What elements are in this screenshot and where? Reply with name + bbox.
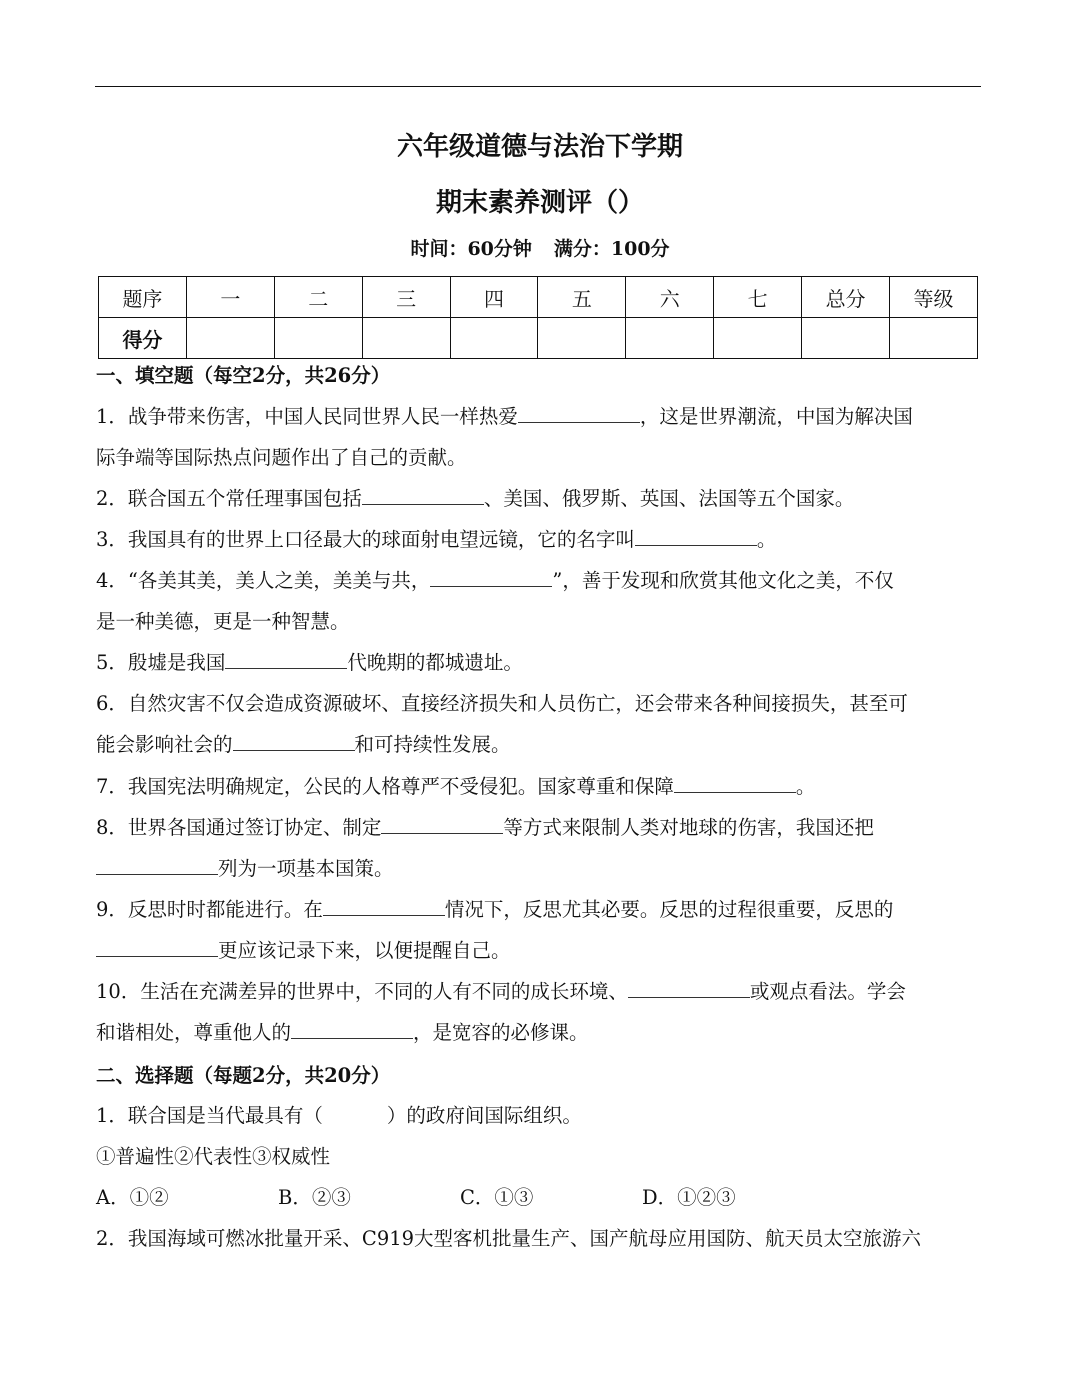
option-a[interactable]: A．①② — [96, 1186, 169, 1209]
question-text: ，这是世界潮流，中国为解决国 — [639, 405, 913, 428]
score-table-cell: 六 — [626, 277, 714, 318]
question-text: ”，善于发现和欣赏其他文化之美，不仅 — [552, 569, 894, 592]
question-line — [96, 1019, 986, 1047]
question-line: 2．我国海域可燃冰批量开采、C919大型客机批量生产、国产航母应用国防、航天员太空旅游六 — [96, 1227, 922, 1250]
score-row-label: 得分 — [99, 318, 187, 359]
question-text: 等方式来限制人类对地球的伤害，我国还把 — [503, 816, 874, 839]
question-text: 更应该记录下来，以便提醒自己。 — [218, 939, 511, 962]
answer-blank[interactable] — [674, 774, 796, 793]
section1-heading: 一、填空题（每空2分，共26分） — [96, 364, 391, 387]
question-text: 2．联合国五个常任理事国包括 — [96, 487, 362, 510]
answer-blank[interactable] — [225, 650, 347, 669]
answer-blank[interactable] — [518, 404, 640, 423]
score-cell[interactable] — [626, 318, 714, 359]
question-line — [96, 567, 986, 595]
question-line — [96, 937, 986, 965]
question-line: 6．自然灾害不仅会造成资源破坏、直接经济损失和人员伤亡，还会带来各种间接损失，甚至可 — [96, 692, 908, 715]
question-line — [96, 814, 986, 842]
exam-title: 六年级道德与法治下学期 — [396, 132, 683, 162]
score-table-cell: 七 — [714, 277, 802, 318]
score-cell[interactable] — [186, 318, 274, 359]
section2-heading: 二、选择题（每题2分，共20分） — [96, 1064, 391, 1087]
question-text: 9．反思时时都能进行。在 — [96, 898, 323, 921]
question-line — [96, 896, 986, 924]
top-rule — [95, 86, 981, 87]
question-text: 或观点看法。学会 — [749, 980, 906, 1003]
question-text: 、美国、俄罗斯、英国、法国等五个国家。 — [483, 487, 855, 510]
question-text: 能会影响社会的 — [96, 733, 233, 756]
question-text: 5．殷墟是我国 — [96, 651, 226, 674]
options-line — [96, 1184, 986, 1212]
question-text: 。 — [795, 775, 816, 798]
score-cell[interactable] — [274, 318, 362, 359]
question-text: 7．我国宪法明确规定，公民的人格尊严不受侵犯。国家尊重和保障 — [96, 775, 674, 798]
question-line — [96, 1102, 986, 1130]
question-text: 情况下，反思尤其必要。反思的过程很重要，反思的 — [444, 898, 894, 921]
question-line — [96, 526, 986, 554]
time-limit: 时间：60分钟 — [410, 238, 532, 260]
question-line — [96, 485, 986, 513]
question-text: 代晚期的都城遗址。 — [347, 651, 523, 674]
score-cell[interactable] — [714, 318, 802, 359]
question-text: 10．生活在充满差异的世界中，不同的人有不同的成长环境、 — [96, 980, 628, 1003]
exam-meta — [0, 234, 1080, 261]
question-line — [96, 731, 986, 759]
answer-blank[interactable] — [628, 979, 750, 998]
score-table-cell: 题序 — [99, 277, 187, 318]
score-table-cell: 一 — [186, 277, 274, 318]
answer-blank[interactable] — [430, 568, 552, 587]
answer-blank[interactable] — [635, 527, 757, 546]
score-cell[interactable] — [450, 318, 538, 359]
question-text: 3．我国具有的世界上口径最大的球面射电望远镜，它的名字叫 — [96, 528, 635, 551]
score-table-cell: 四 — [450, 277, 538, 318]
option-c[interactable]: C．①③ — [460, 1186, 534, 1209]
answer-blank[interactable] — [291, 1020, 413, 1039]
answer-blank[interactable] — [96, 938, 218, 957]
score-cell[interactable] — [802, 318, 890, 359]
question-text: 列为一项基本国策。 — [218, 857, 394, 880]
answer-blank[interactable] — [381, 815, 503, 834]
score-table-cell: 二 — [274, 277, 362, 318]
question-line: 际争端等国际热点问题作出了自己的贡献。 — [96, 446, 467, 469]
question-line: 是一种美德，更是一种智慧。 — [96, 610, 350, 633]
question-line — [96, 855, 986, 883]
exam-subtitle: 期末素养测评（） — [435, 188, 644, 218]
question-text: 1．联合国是当代最具有（ — [96, 1104, 323, 1127]
question-text: ）的政府间国际组织。 — [386, 1104, 582, 1127]
question-line — [96, 773, 986, 801]
question-line — [96, 978, 986, 1006]
score-table-header-row — [99, 277, 978, 318]
score-table-cell: 五 — [538, 277, 626, 318]
question-text: 和谐相处，尊重他人的 — [96, 1021, 292, 1044]
question-line — [96, 403, 986, 431]
option-b[interactable]: B．②③ — [278, 1186, 351, 1209]
question-text: 。 — [756, 528, 777, 551]
question-text: 4．“各美其美，美人之美，美美与共， — [96, 569, 431, 592]
question-text: 1．战争带来伤害，中国人民同世界人民一样热爱 — [96, 405, 518, 428]
score-cell[interactable] — [538, 318, 626, 359]
score-cell[interactable] — [890, 318, 978, 359]
option-d[interactable]: D．①②③ — [642, 1186, 736, 1209]
score-table-cell: 三 — [362, 277, 450, 318]
answer-blank[interactable] — [323, 897, 445, 916]
score-table-cell: 总分 — [802, 277, 890, 318]
question-text: ，是宽容的必修课。 — [413, 1021, 589, 1044]
score-table-cell: 等级 — [890, 277, 978, 318]
question-items: ①普遍性②代表性③权威性 — [96, 1145, 331, 1168]
question-text: 8．世界各国通过签订协定、制定 — [96, 816, 382, 839]
score-table — [98, 276, 978, 359]
answer-blank[interactable] — [96, 856, 218, 875]
question-line — [96, 649, 986, 677]
question-text: 和可持续性发展。 — [354, 733, 511, 756]
answer-blank[interactable] — [233, 732, 355, 751]
answer-blank[interactable] — [362, 486, 484, 505]
score-table-score-row — [99, 318, 978, 359]
full-score: 满分：100分 — [553, 238, 670, 260]
score-cell[interactable] — [362, 318, 450, 359]
